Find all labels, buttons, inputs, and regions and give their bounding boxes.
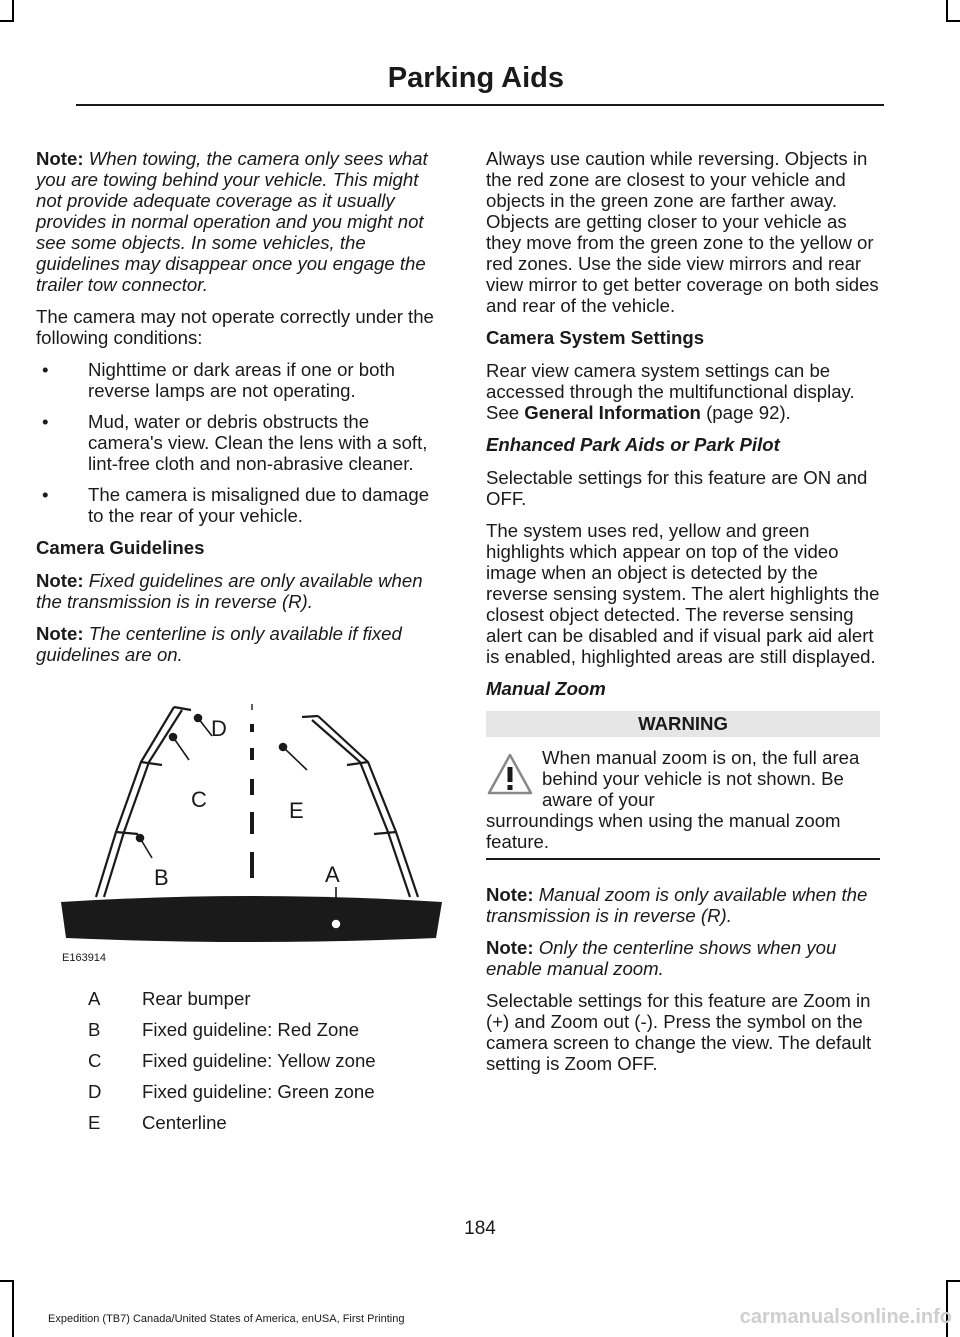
enhanced-p2: The system uses red, yellow and green highlights which appear on top of the video image when an object is detected by the reverse sensing system. The alert highlights the closest object detected. The reverse sensing alert can be disabled and if visual park aid alert is enabled, highlighted areas are still displayed. [486,520,880,667]
crop-mark [0,20,14,22]
list-item: • Nighttime or dark areas if one or both reverse lamps are not operating. [42,359,395,401]
section-title: Parking Aids [387,62,564,94]
zoom-heading: Manual Zoom [486,678,606,699]
footer-text: Expedition (TB7) Canada/United States of America, enUSA, First Printing [48,1313,405,1325]
figure-legend [88,988,376,1143]
settings-heading: Camera System Settings [486,327,705,348]
header-rule [76,104,884,106]
camera-guidelines-figure [56,702,448,972]
warning-lead: When manual zoom is on, the full area behind your vehicle is not shown. Be aware of your [542,747,860,810]
callout-b-label: B [154,865,169,890]
legend-row: B Fixed guideline: Red Zone [88,1019,360,1040]
warning-tail: surroundings when using the manual zoom feature. [486,810,841,852]
general-information-link[interactable]: General Information [524,402,701,423]
list-item: • The camera is misaligned due to damage to the rear of your vehicle. [42,484,430,526]
left-column [36,148,440,676]
warning-rule [486,858,880,860]
list-item: • Mud, water or debris obstructs the camera's view. Clean the lens with a soft, lint-free cloth and non-abrasive cleaner. [42,411,428,474]
conditions-list [36,359,440,526]
crop-mark [12,1280,14,1337]
reversing-caution: Always use caution while reversing. Objects in the red zone are closest to your vehicle and objects in the green zone are farther away. Objects are getting closer to your vehicle as they move from the green zone to the yellow or red zones. Use the side view mirrors and rear view mirror to get better coverage on both sides and rear of the vehicle. [486,148,879,316]
figure-code: E163914 [62,952,107,964]
enhanced-p1: Selectable settings for this feature are ON and OFF. [486,467,868,509]
right-column [486,148,880,1085]
conditions-intro: The camera may not operate correctly under the following conditions: [36,306,434,348]
warning-body [486,747,880,852]
zoom-centerline-note: Note: Only the centerline shows when you enable manual zoom. [486,937,837,979]
callout-e-label: E [289,798,304,823]
page-number: 184 [464,1218,496,1239]
guidelines-heading: Camera Guidelines [36,537,205,558]
fixed-guidelines-note: Note: Fixed guidelines are only available when the transmission is in reverse (R). [36,570,423,612]
legend-row: C Fixed guideline: Yellow zone [88,1050,376,1071]
legend-row: E Centerline [88,1112,227,1133]
centerline-note: Note: The centerline is only available if fixed guidelines are on. [36,623,402,665]
callout-d-label: D [211,716,227,741]
settings-paragraph: Rear view camera system settings can be accessed through the multifunctional display. See General Information (page 92). [486,360,855,423]
warning-icon [486,751,534,799]
callout-c-label: C [191,787,207,812]
watermark: carmanualsonline.info [739,1306,952,1328]
zoom-settings: Selectable settings for this feature are Zoom in (+) and Zoom out (-). Press the symbol on the camera screen to change the view. The default setting is Zoom OFF. [486,990,872,1074]
legend-row: A Rear bumper [88,988,251,1009]
crop-mark [946,0,948,20]
crop-mark [12,0,14,20]
crop-mark [946,1280,960,1282]
legend-row: D Fixed guideline: Green zone [88,1081,375,1102]
crop-mark [0,1280,14,1282]
crop-mark [946,20,960,22]
zoom-reverse-note: Note: Manual zoom is only available when the transmission is in reverse (R). [486,884,868,926]
callout-a-label: A [325,862,340,887]
enhanced-heading: Enhanced Park Aids or Park Pilot [486,434,780,455]
warning-banner: WARNING [486,711,880,737]
towing-note: Note: When towing, the camera only sees what you are towing behind your vehicle. This might not provide adequate coverage as it usually provides in normal operation and you might not see some objects. In some vehicles, the guidelines may disappear once you engage the trailer tow connector. [36,148,428,295]
